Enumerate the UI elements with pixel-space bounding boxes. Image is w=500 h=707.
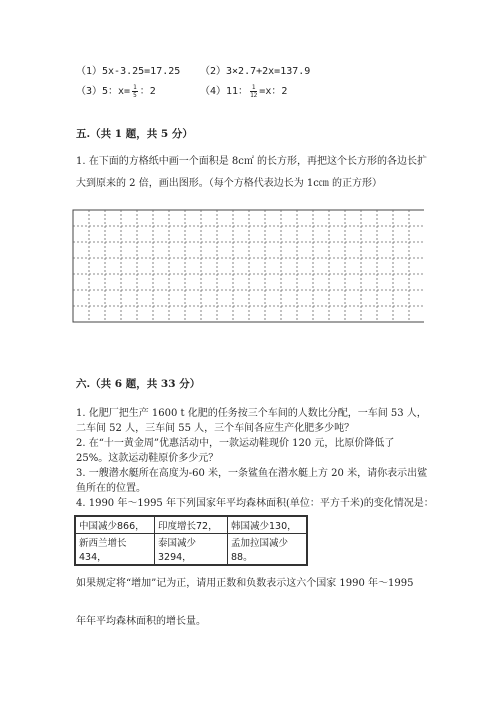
section-5-heading: 五.（共 1 题，共 5 分） [76, 128, 193, 140]
equation-4-prefix: （4）11： [200, 86, 249, 97]
table-cell: 泰国减少3294， [155, 534, 228, 566]
table-cell: 新西兰增长434， [75, 534, 155, 566]
equation-4 [200, 82, 287, 99]
table-row [75, 516, 307, 534]
fraction-denominator: 5 [133, 91, 137, 99]
table-cell: 孟加拉国减少88。 [228, 534, 308, 566]
table-cell: 中国减少866， [75, 516, 155, 534]
section-5-q1-line2: 大到原来的 2 倍，画出图形。（每个方格代表边长为 1c㎝ 的正方形） [76, 178, 383, 189]
table-cell: 韩国减少130， [228, 516, 308, 534]
table-cell: 印度增长72， [155, 516, 228, 534]
forest-area-table [74, 515, 308, 566]
section-6-q1-line2: 二车间 52 人，三车间 55 人，三个车间各应生产化肥多少吨？ [76, 423, 355, 434]
equation-3 [76, 82, 156, 99]
section-6-q2-line2: 25%。这款运动鞋原价多少元？ [76, 453, 219, 464]
section-6-q4-line2: 如果规定将“增加”记为正，请用正数和负数表示这六个国家 1990 年～1995 [76, 578, 414, 589]
section-6-q3-line2: 鱼所在的位置。 [76, 483, 146, 494]
equation-3-prefix: （3）5：x= [76, 86, 131, 97]
section-6-q4-line1: 4. 1990 年～1995 年下列国家年平均森林面积(单位：平方千米)的变化情况是： [76, 498, 434, 509]
grid-paper[interactable] [72, 209, 424, 351]
section-6-heading: 六.（共 6 题，共 33 分） [76, 378, 201, 390]
equation-3-suffix: ：2 [139, 86, 156, 97]
equation-1: （1）5x-3.25=17.25 [76, 66, 181, 77]
equation-2: （2）3×2.7+2x=137.9 [200, 66, 311, 77]
equation-3-fraction [132, 84, 138, 99]
section-6-q3-line1: 3. 一艘潜水艇所在高度为-60 米，一条鲨鱼在潜水艇上方 20 米，请你表示出鲨 [76, 468, 428, 479]
section-6-q2-line1: 2. 在“十一黄金周”优惠活动中，一款运动鞋现价 120 元，比原价降低了 [76, 438, 395, 449]
section-6-q1-line1: 1. 化肥厂把生产 1600 t 化肥的任务按三个车间的人数比分配，一车间 53 人， [76, 408, 427, 419]
table-row [75, 534, 307, 566]
fraction-numerator: 1 [133, 83, 137, 91]
equation-4-fraction [250, 84, 257, 99]
section-5-q1-line1: 1. 在下面的方格纸中画一个面积是 8c㎡ 的长方形，再把这个长方形的各边长扩 [76, 156, 428, 167]
fraction-numerator: 1 [251, 83, 256, 91]
grid-border [73, 210, 424, 322]
equation-4-suffix: =x：2 [259, 86, 288, 97]
fraction-denominator: 12 [250, 91, 258, 99]
section-6-q4-line3: 年年平均森林面积的增长量。 [76, 616, 206, 627]
